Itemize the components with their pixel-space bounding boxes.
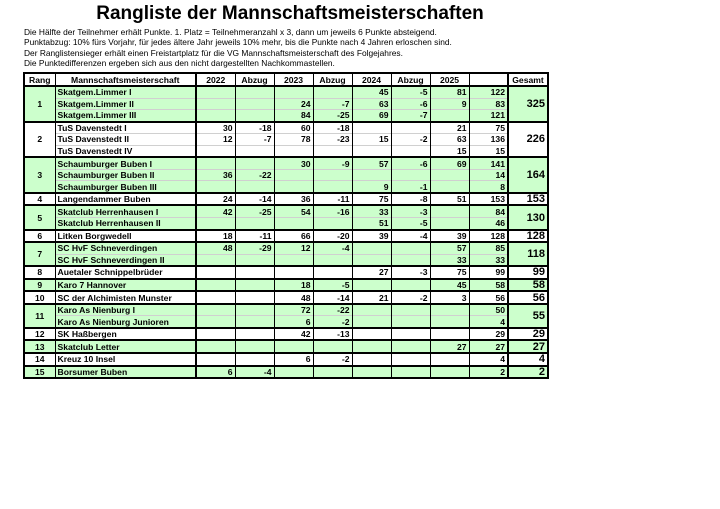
cell-p2022 [196, 304, 235, 316]
header-2022: 2022 [196, 73, 235, 86]
notes [24, 27, 452, 69]
cell-p2023: 66 [274, 230, 313, 243]
cell-a2024 [391, 169, 430, 181]
header-2024: 2024 [352, 73, 391, 86]
cell-p2025: 51 [430, 193, 469, 206]
cell-p2022: 30 [196, 122, 235, 134]
cell-a2023 [313, 266, 352, 279]
cell-p2025: 21 [430, 122, 469, 134]
cell-a2023 [313, 181, 352, 193]
team-name-cell: Schaumburger Buben I [55, 157, 196, 169]
table-row [24, 328, 548, 341]
cell-a2023 [313, 169, 352, 181]
cell-p2025 [430, 181, 469, 193]
cell-p2023: 6 [274, 353, 313, 366]
team-name-cell: Skatclub Herrenhausen II [55, 218, 196, 230]
table-row [24, 279, 548, 292]
cell-p2022 [196, 98, 235, 110]
cell-a2022: -18 [235, 122, 274, 134]
cell-p2022: 48 [196, 242, 235, 254]
table-row [24, 366, 548, 379]
table-row [24, 230, 548, 243]
cell-sum: 4 [469, 353, 508, 366]
team-name-cell: Litken Borgwedell [55, 230, 196, 243]
cell-a2023: -25 [313, 110, 352, 122]
rank-cell: 14 [24, 353, 55, 366]
header-gesamt: Gesamt [508, 73, 548, 86]
cell-p2022 [196, 291, 235, 304]
table-row [24, 193, 548, 206]
cell-a2024: -7 [391, 110, 430, 122]
cell-p2023: 60 [274, 122, 313, 134]
cell-a2024 [391, 353, 430, 366]
rank-cell: 1 [24, 86, 55, 122]
cell-a2022 [235, 328, 274, 341]
rank-cell: 9 [24, 279, 55, 292]
team-name-cell: TuS Davenstedt IV [55, 145, 196, 157]
cell-a2024 [391, 145, 430, 157]
cell-p2025: 57 [430, 242, 469, 254]
cell-p2022 [196, 279, 235, 292]
cell-p2024: 63 [352, 98, 391, 110]
cell-a2024: -5 [391, 86, 430, 98]
cell-p2025 [430, 205, 469, 217]
cell-a2022 [235, 181, 274, 193]
cell-p2024: 57 [352, 157, 391, 169]
cell-a2024: -1 [391, 181, 430, 193]
cell-p2024 [352, 328, 391, 341]
cell-a2023: -13 [313, 328, 352, 341]
cell-a2023 [313, 366, 352, 379]
team-name-cell: Skatgem.Limmer II [55, 98, 196, 110]
header-abzug-2024: Abzug [391, 73, 430, 86]
table-row [24, 98, 548, 110]
rank-cell: 2 [24, 122, 55, 158]
total-cell: 226 [508, 122, 548, 158]
cell-a2022 [235, 110, 274, 122]
team-name-cell: Borsumer Buben [55, 366, 196, 379]
table-row [24, 254, 548, 266]
cell-a2023: -11 [313, 193, 352, 206]
rank-cell: 3 [24, 157, 55, 193]
team-name-cell: Karo 7 Hannover [55, 279, 196, 292]
header-abzug-2022: Abzug [235, 73, 274, 86]
cell-p2025: 3 [430, 291, 469, 304]
cell-a2024: -5 [391, 218, 430, 230]
cell-p2024 [352, 122, 391, 134]
cell-a2022 [235, 98, 274, 110]
cell-sum: 2 [469, 366, 508, 379]
cell-p2023: 78 [274, 134, 313, 146]
cell-sum: 29 [469, 328, 508, 341]
rank-cell: 12 [24, 328, 55, 341]
cell-a2023: -22 [313, 304, 352, 316]
team-name-cell: Skatgem.Limmer I [55, 86, 196, 98]
cell-a2024: -3 [391, 205, 430, 217]
total-cell: 58 [508, 279, 548, 292]
rank-cell: 5 [24, 205, 55, 229]
cell-p2023: 18 [274, 279, 313, 292]
rank-cell: 4 [24, 193, 55, 206]
cell-sum: 84 [469, 205, 508, 217]
cell-p2022 [196, 328, 235, 341]
cell-p2022: 6 [196, 366, 235, 379]
cell-a2024 [391, 316, 430, 328]
cell-a2023: -23 [313, 134, 352, 146]
cell-p2023 [274, 254, 313, 266]
cell-a2022: -22 [235, 169, 274, 181]
cell-p2023 [274, 181, 313, 193]
cell-a2024: -2 [391, 291, 430, 304]
cell-p2023: 12 [274, 242, 313, 254]
note-line: Der Ranglistensieger erhält einen Freistartplatz für die VG Mannschaftsmeisterschaft des Folgejahres. [24, 47, 403, 58]
cell-sum: 83 [469, 98, 508, 110]
table-row [24, 157, 548, 169]
cell-sum: 75 [469, 122, 508, 134]
cell-a2024 [391, 242, 430, 254]
total-cell: 56 [508, 291, 548, 304]
cell-p2023 [274, 145, 313, 157]
cell-a2022 [235, 218, 274, 230]
cell-p2024 [352, 304, 391, 316]
rank-cell: 15 [24, 366, 55, 379]
cell-sum: 122 [469, 86, 508, 98]
table-row [24, 181, 548, 193]
cell-sum: 121 [469, 110, 508, 122]
cell-p2022 [196, 157, 235, 169]
cell-p2022 [196, 266, 235, 279]
cell-a2022 [235, 266, 274, 279]
cell-p2024 [352, 279, 391, 292]
total-cell: 130 [508, 205, 548, 229]
total-cell: 27 [508, 340, 548, 353]
cell-a2023 [313, 340, 352, 353]
cell-sum: 15 [469, 145, 508, 157]
total-cell: 153 [508, 193, 548, 206]
cell-p2024 [352, 254, 391, 266]
cell-a2023: -20 [313, 230, 352, 243]
total-cell: 2 [508, 366, 548, 379]
team-name-cell: SC HvF Schneverdingen [55, 242, 196, 254]
team-name-cell: Skatclub Letter [55, 340, 196, 353]
cell-a2022 [235, 340, 274, 353]
cell-a2023: -14 [313, 291, 352, 304]
cell-a2022: -7 [235, 134, 274, 146]
cell-a2022 [235, 304, 274, 316]
cell-p2023: 72 [274, 304, 313, 316]
cell-a2023: -9 [313, 157, 352, 169]
cell-p2024: 51 [352, 218, 391, 230]
cell-a2022: -11 [235, 230, 274, 243]
cell-sum: 141 [469, 157, 508, 169]
team-name-cell: Auetaler Schnippelbrüder [55, 266, 196, 279]
cell-p2023: 42 [274, 328, 313, 341]
table-row [24, 242, 548, 254]
cell-p2023: 24 [274, 98, 313, 110]
cell-a2024 [391, 366, 430, 379]
cell-p2024: 33 [352, 205, 391, 217]
cell-sum: 128 [469, 230, 508, 243]
cell-a2024: -2 [391, 134, 430, 146]
cell-p2022 [196, 353, 235, 366]
header-abzug-2023: Abzug [313, 73, 352, 86]
cell-p2025 [430, 353, 469, 366]
cell-p2024: 15 [352, 134, 391, 146]
cell-p2023: 6 [274, 316, 313, 328]
team-name-cell: Karo As Nienburg Junioren [55, 316, 196, 328]
cell-a2022 [235, 316, 274, 328]
cell-p2025: 39 [430, 230, 469, 243]
cell-a2022 [235, 254, 274, 266]
team-name-cell: Schaumburger Buben II [55, 169, 196, 181]
cell-p2022: 24 [196, 193, 235, 206]
cell-p2025: 9 [430, 98, 469, 110]
cell-sum: 8 [469, 181, 508, 193]
team-name-cell: TuS Davenstedt II [55, 134, 196, 146]
table-row [24, 218, 548, 230]
cell-a2024: -4 [391, 230, 430, 243]
cell-a2024: -6 [391, 157, 430, 169]
cell-sum: 99 [469, 266, 508, 279]
cell-p2022 [196, 254, 235, 266]
cell-p2024 [352, 366, 391, 379]
team-name-cell: SC HvF Schneverdingen II [55, 254, 196, 266]
cell-p2024: 27 [352, 266, 391, 279]
cell-p2024: 39 [352, 230, 391, 243]
cell-p2022: 18 [196, 230, 235, 243]
table-row [24, 291, 548, 304]
note-line: Die Punktedifferenzen ergeben sich aus den nicht dargestellten Nachkommastellen. [24, 58, 335, 69]
cell-a2024: -6 [391, 98, 430, 110]
cell-a2024 [391, 279, 430, 292]
cell-sum: 58 [469, 279, 508, 292]
cell-a2023: -18 [313, 122, 352, 134]
header-2025: 2025 [430, 73, 469, 86]
cell-a2023: -16 [313, 205, 352, 217]
cell-p2023: 48 [274, 291, 313, 304]
cell-a2022 [235, 145, 274, 157]
header-2023: 2023 [274, 73, 313, 86]
table-row [24, 205, 548, 217]
cell-p2022 [196, 110, 235, 122]
cell-sum: 14 [469, 169, 508, 181]
cell-p2025 [430, 328, 469, 341]
cell-p2025: 15 [430, 145, 469, 157]
team-name-cell: Kreuz 10 Insel [55, 353, 196, 366]
cell-a2022: -14 [235, 193, 274, 206]
cell-a2023 [313, 145, 352, 157]
cell-p2025: 45 [430, 279, 469, 292]
cell-p2024: 21 [352, 291, 391, 304]
cell-a2022: -4 [235, 366, 274, 379]
table-row [24, 316, 548, 328]
cell-sum: 50 [469, 304, 508, 316]
cell-p2025 [430, 218, 469, 230]
cell-sum: 153 [469, 193, 508, 206]
header-team: Mannschaftsmeisterschaft [55, 73, 196, 86]
table-row [24, 340, 548, 353]
cell-sum: 56 [469, 291, 508, 304]
cell-p2022 [196, 86, 235, 98]
note-line: Punktabzug: 10% fürs Vorjahr, für jedes ältere Jahr jeweils 10% mehr, bis die Punkte nach 4 Jahren erloschen sind. [24, 37, 452, 48]
cell-a2023: -5 [313, 279, 352, 292]
total-cell: 164 [508, 157, 548, 193]
cell-p2025 [430, 316, 469, 328]
cell-a2024 [391, 340, 430, 353]
cell-a2022: -29 [235, 242, 274, 254]
cell-p2025: 69 [430, 157, 469, 169]
cell-p2025 [430, 169, 469, 181]
cell-sum: 46 [469, 218, 508, 230]
total-cell: 128 [508, 230, 548, 243]
cell-p2023: 84 [274, 110, 313, 122]
cell-a2022 [235, 291, 274, 304]
cell-p2024: 45 [352, 86, 391, 98]
cell-p2023: 30 [274, 157, 313, 169]
page-title: Rangliste der Mannschaftsmeisterschaften [96, 3, 484, 24]
rank-cell: 7 [24, 242, 55, 266]
table-row [24, 122, 548, 134]
cell-sum: 85 [469, 242, 508, 254]
cell-p2024 [352, 242, 391, 254]
cell-p2022: 12 [196, 134, 235, 146]
table-row [24, 169, 548, 181]
cell-p2025 [430, 366, 469, 379]
table-row [24, 145, 548, 157]
cell-a2024: -3 [391, 266, 430, 279]
cell-a2024: -8 [391, 193, 430, 206]
header-sum [469, 73, 508, 86]
cell-sum: 136 [469, 134, 508, 146]
team-name-cell: SK Haßbergen [55, 328, 196, 341]
rank-cell: 6 [24, 230, 55, 243]
cell-p2023 [274, 340, 313, 353]
team-name-cell: Skatclub Herrenhausen I [55, 205, 196, 217]
team-name-cell: SC der Alchimisten Munster [55, 291, 196, 304]
cell-a2023 [313, 86, 352, 98]
team-name-cell: Langendammer Buben [55, 193, 196, 206]
cell-p2024 [352, 340, 391, 353]
cell-p2023 [274, 169, 313, 181]
table-row [24, 304, 548, 316]
cell-a2024 [391, 328, 430, 341]
rank-cell: 13 [24, 340, 55, 353]
total-cell: 99 [508, 266, 548, 279]
total-cell: 29 [508, 328, 548, 341]
cell-p2023 [274, 366, 313, 379]
cell-p2024 [352, 169, 391, 181]
table-row [24, 86, 548, 98]
rank-cell: 10 [24, 291, 55, 304]
team-name-cell: Karo As Nienburg I [55, 304, 196, 316]
team-name-cell: TuS Davenstedt I [55, 122, 196, 134]
cell-a2022 [235, 279, 274, 292]
cell-a2023: -4 [313, 242, 352, 254]
table-row [24, 110, 548, 122]
rank-cell: 11 [24, 304, 55, 328]
cell-a2024 [391, 122, 430, 134]
cell-sum: 4 [469, 316, 508, 328]
cell-p2024: 69 [352, 110, 391, 122]
ranking-table [23, 72, 549, 379]
total-cell: 4 [508, 353, 548, 366]
cell-p2025: 75 [430, 266, 469, 279]
cell-p2025: 81 [430, 86, 469, 98]
total-cell: 325 [508, 86, 548, 122]
cell-a2024 [391, 254, 430, 266]
cell-a2024 [391, 304, 430, 316]
cell-a2022: -25 [235, 205, 274, 217]
table-row [24, 266, 548, 279]
total-cell: 118 [508, 242, 548, 266]
header-rang: Rang [24, 73, 55, 86]
cell-p2025: 33 [430, 254, 469, 266]
cell-p2023 [274, 86, 313, 98]
cell-p2025: 27 [430, 340, 469, 353]
cell-a2023 [313, 254, 352, 266]
cell-p2022: 36 [196, 169, 235, 181]
cell-sum: 33 [469, 254, 508, 266]
cell-p2025: 63 [430, 134, 469, 146]
cell-a2022 [235, 157, 274, 169]
team-name-cell: Schaumburger Buben III [55, 181, 196, 193]
cell-p2024 [352, 145, 391, 157]
cell-p2024: 75 [352, 193, 391, 206]
cell-p2023: 54 [274, 205, 313, 217]
cell-a2022 [235, 86, 274, 98]
cell-p2022: 42 [196, 205, 235, 217]
cell-a2023: -2 [313, 316, 352, 328]
cell-a2023: -2 [313, 353, 352, 366]
total-cell: 55 [508, 304, 548, 328]
cell-p2023: 36 [274, 193, 313, 206]
rank-cell: 8 [24, 266, 55, 279]
cell-a2022 [235, 353, 274, 366]
cell-a2023 [313, 218, 352, 230]
table-row [24, 353, 548, 366]
cell-p2025 [430, 110, 469, 122]
cell-p2024 [352, 353, 391, 366]
note-line: Die Hälfte der Teilnehmer erhält Punkte. 1. Platz = Teilnehmeranzahl x 3, dann um jeweils 6 Punkte absteigend. [24, 27, 437, 37]
cell-p2024 [352, 316, 391, 328]
cell-sum: 27 [469, 340, 508, 353]
team-name-cell: Skatgem.Limmer III [55, 110, 196, 122]
cell-p2025 [430, 304, 469, 316]
cell-p2022 [196, 145, 235, 157]
table-header-row [24, 73, 548, 86]
cell-p2022 [196, 181, 235, 193]
cell-p2023 [274, 218, 313, 230]
cell-p2024: 9 [352, 181, 391, 193]
cell-a2023: -7 [313, 98, 352, 110]
cell-p2022 [196, 316, 235, 328]
cell-p2022 [196, 218, 235, 230]
cell-p2023 [274, 266, 313, 279]
cell-p2022 [196, 340, 235, 353]
table-row [24, 134, 548, 146]
